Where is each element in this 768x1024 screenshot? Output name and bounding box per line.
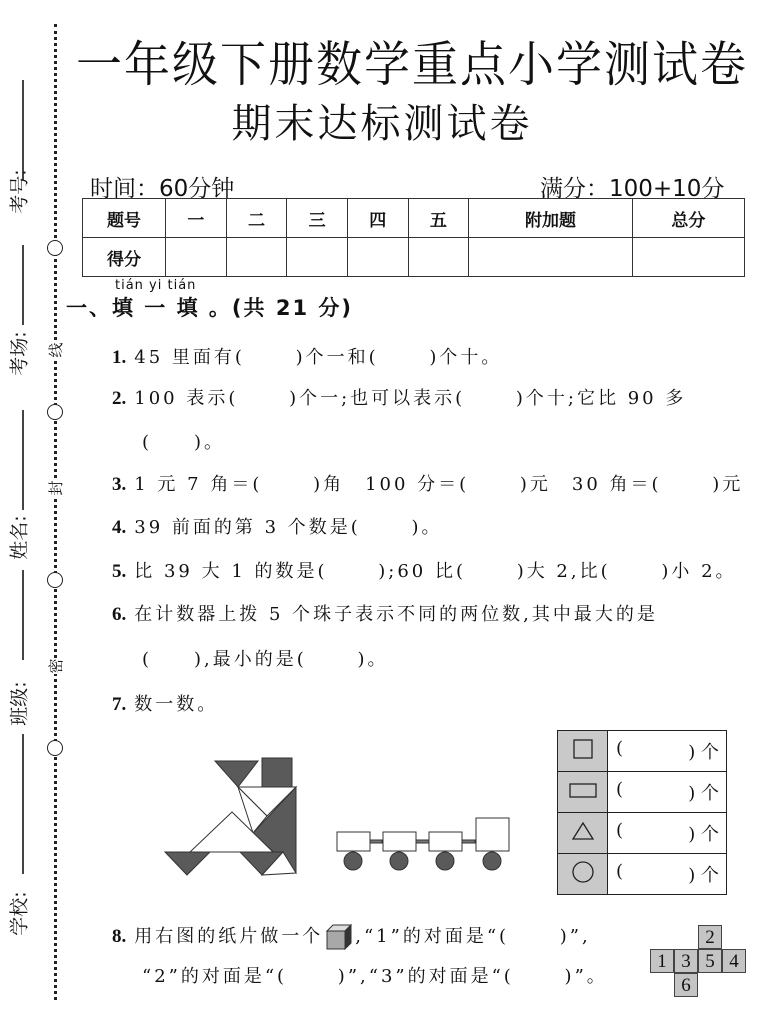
section-pinyin: tián yi tián bbox=[115, 278, 197, 293]
name-line[interactable] bbox=[22, 410, 24, 510]
count-answer-triangle[interactable]: ( ) 个 bbox=[608, 813, 727, 854]
question-text[interactable]: 1 元 7 角＝( )角 100 分＝( )元 30 角＝( )元 bbox=[134, 474, 744, 495]
page-subtitle: 期末达标测试卷 bbox=[231, 101, 533, 147]
score-table-score-row bbox=[83, 238, 745, 277]
exam-number-label: 考号: bbox=[8, 169, 31, 214]
count-row-rectangle bbox=[558, 772, 727, 813]
name-label: 姓名: bbox=[8, 515, 31, 560]
question-3 bbox=[112, 470, 743, 496]
question-2 bbox=[112, 384, 686, 410]
score-cell: 一 bbox=[166, 199, 227, 238]
question-number: 7. bbox=[112, 694, 127, 715]
score-cell: 附加题 bbox=[469, 199, 633, 238]
count-answer-square[interactable]: ( ) 个 bbox=[608, 731, 727, 772]
count-answer-rectangle[interactable]: ( ) 个 bbox=[608, 772, 727, 813]
count-answer-circle[interactable]: ( ) 个 bbox=[608, 854, 727, 895]
score-input-cell[interactable] bbox=[226, 238, 287, 277]
question-2-continued[interactable]: ( )。 bbox=[142, 432, 226, 453]
rectangle-icon bbox=[558, 772, 608, 813]
score-cell: 四 bbox=[347, 199, 408, 238]
score-cell: 得分 bbox=[83, 238, 166, 277]
net-face: 1 bbox=[650, 949, 674, 973]
question-8 bbox=[112, 922, 591, 950]
question-text[interactable]: 45 里面有( )个一和( )个十。 bbox=[134, 347, 503, 368]
score-input-cell[interactable] bbox=[632, 238, 744, 277]
score-input-cell[interactable] bbox=[347, 238, 408, 277]
score-input-cell[interactable] bbox=[469, 238, 633, 277]
score-table bbox=[82, 198, 745, 277]
question-7 bbox=[112, 690, 218, 716]
net-face: 5 bbox=[698, 949, 722, 973]
train-figure-icon bbox=[335, 815, 515, 875]
score-cell: 三 bbox=[287, 199, 348, 238]
seal-char-seal: 封 bbox=[47, 480, 65, 496]
circle-icon bbox=[558, 854, 608, 895]
binding-hole-icon bbox=[47, 740, 63, 756]
school-label: 学校: bbox=[8, 891, 31, 936]
score-cell: 总分 bbox=[632, 199, 744, 238]
score-cell: 题号 bbox=[83, 199, 166, 238]
count-row-triangle bbox=[558, 813, 727, 854]
score-table-header-row bbox=[83, 199, 745, 238]
binding-dotted-line bbox=[54, 24, 57, 1000]
net-face: 4 bbox=[722, 949, 746, 973]
question-number: 8. bbox=[112, 926, 127, 947]
binding-hole-icon bbox=[47, 572, 63, 588]
question-number: 1. bbox=[112, 347, 127, 368]
seal-char-line: 线 bbox=[47, 342, 65, 358]
binding-hole-icon bbox=[47, 404, 63, 420]
seal-char-secret: 密 bbox=[47, 658, 65, 674]
question-text[interactable]: 39 前面的第 3 个数是( )。 bbox=[134, 517, 443, 538]
shape-count-table bbox=[557, 730, 727, 895]
net-face: 3 bbox=[674, 949, 698, 973]
question-number: 2. bbox=[112, 388, 127, 409]
question-number: 6. bbox=[112, 604, 127, 625]
question-text[interactable]: 在计数器上拨 5 个珠子表示不同的两位数,其中最大的是 bbox=[134, 604, 658, 625]
score-cell: 二 bbox=[226, 199, 287, 238]
tangram-figure-icon bbox=[160, 755, 310, 880]
triangle-icon bbox=[558, 813, 608, 854]
count-row-square bbox=[558, 731, 727, 772]
score-input-cell[interactable] bbox=[166, 238, 227, 277]
score-cell: 五 bbox=[408, 199, 469, 238]
time-limit: 时间：60分钟 bbox=[90, 176, 235, 202]
question-6 bbox=[112, 600, 658, 626]
exam-room-line[interactable] bbox=[22, 245, 24, 325]
question-1 bbox=[112, 343, 502, 369]
cube-icon bbox=[325, 924, 353, 950]
exam-number-line[interactable] bbox=[22, 80, 24, 180]
net-face: 6 bbox=[674, 973, 698, 997]
question-5 bbox=[112, 557, 737, 583]
square-icon bbox=[558, 731, 608, 772]
question-number: 5. bbox=[112, 561, 127, 582]
question-text[interactable]: 100 表示( )个一;也可以表示( )个十;它比 90 多 bbox=[134, 388, 687, 409]
class-label: 班级: bbox=[8, 681, 31, 726]
question-6-continued[interactable]: ( ),最小的是( )。 bbox=[142, 649, 389, 670]
school-line[interactable] bbox=[22, 734, 24, 874]
class-line[interactable] bbox=[22, 570, 24, 660]
question-8-continued[interactable]: “2”的对面是“( )”,“3”的对面是“( )”。 bbox=[142, 966, 608, 987]
score-input-cell[interactable] bbox=[287, 238, 348, 277]
question-text: 用右图的纸片做一个 bbox=[134, 926, 324, 947]
count-row-circle bbox=[558, 854, 727, 895]
question-number: 3. bbox=[112, 474, 127, 495]
question-number: 4. bbox=[112, 517, 127, 538]
question-4 bbox=[112, 513, 443, 539]
question-text: 数一数。 bbox=[134, 694, 219, 715]
binding-hole-icon bbox=[47, 240, 63, 256]
score-input-cell[interactable] bbox=[408, 238, 469, 277]
question-text[interactable]: 比 39 大 1 的数是( );60 比( )大 2,比( )小 2。 bbox=[134, 561, 737, 582]
section-title: 一、填 一 填 。(共 21 分) bbox=[66, 296, 353, 320]
exam-room-label: 考场: bbox=[8, 331, 31, 376]
net-face: 2 bbox=[698, 925, 722, 949]
question-text[interactable]: ,“1”的对面是“( )”, bbox=[355, 926, 591, 947]
page-title: 一年级下册数学重点小学测试卷 bbox=[76, 35, 748, 93]
full-score: 满分：100+10分 bbox=[540, 176, 725, 202]
